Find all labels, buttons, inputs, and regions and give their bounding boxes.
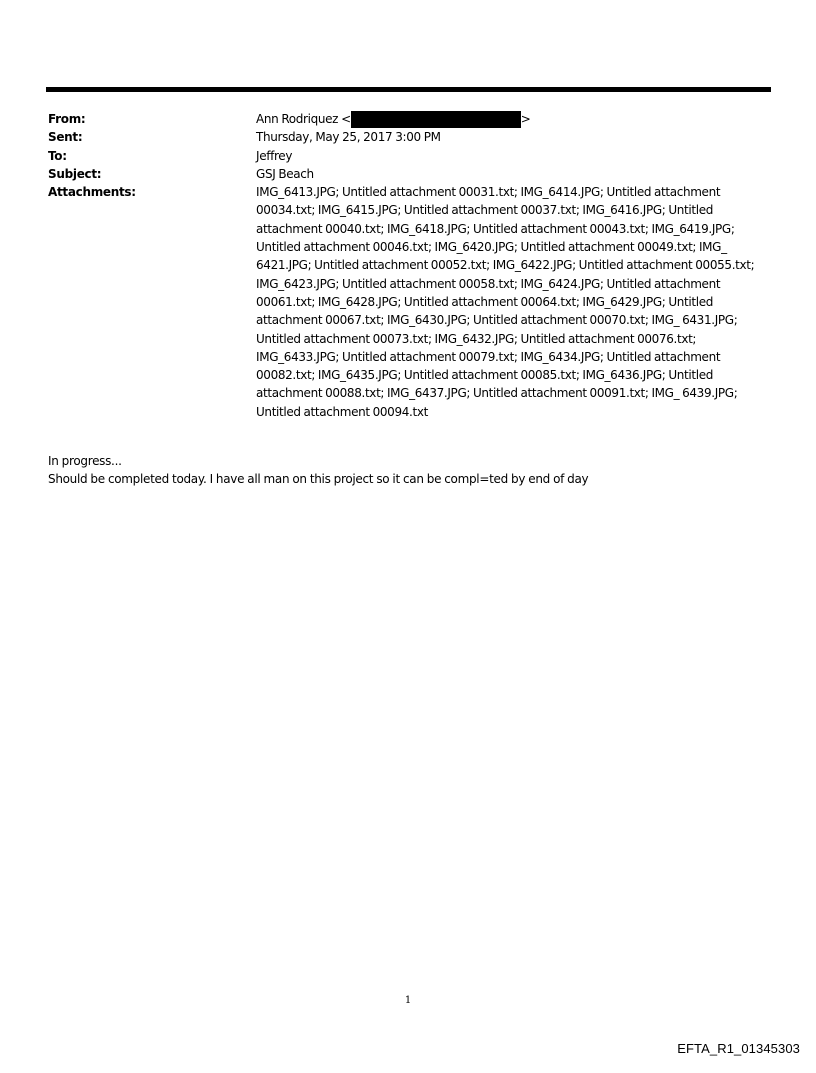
- subject-row: [48, 165, 773, 183]
- to-value: Jeffrey: [256, 148, 293, 163]
- sent-label: Sent:: [48, 130, 83, 145]
- sender-name: Ann Rodriquez <: [256, 112, 351, 126]
- redaction-block: [351, 111, 521, 128]
- attachments-row: [48, 183, 773, 421]
- from-label: From:: [48, 112, 86, 126]
- from-row: [48, 110, 773, 128]
- subject-value: GSJ Beach: [256, 166, 314, 181]
- page-number: 1: [404, 995, 412, 1006]
- to-row: [48, 147, 773, 165]
- document-id: EFTA_R1_01345303: [677, 1041, 800, 1056]
- attachments-label: Attachments:: [48, 185, 136, 200]
- subject-label: Subject:: [48, 166, 102, 181]
- from-value: [256, 110, 773, 128]
- to-label: To:: [48, 148, 67, 163]
- attachments-list: IMG_6413.JPG; Untitled attachment 00031.txt; IMG_6414.JPG; Untitled attachment 00034.txt; IMG_6415.JPG; Untitled attachment 00037.txt; IMG_6416.JPG; Untitled attachment 00040.txt; IMG_6418.JPG; Untitled attachment 00043.txt; IMG_6419.JPG; Untitled attachment 00046.txt; IMG_6420.JPG; Untitled attachment 00049.txt; IMG_ 6421.JPG; Untitled attachment 00052.txt; IMG_6422.JPG; Untitled attachment 00055.txt; IMG_6423.JPG; Untitled attachment 00058.txt; IMG_6424.JPG; Untitled attachment 00061.txt; IMG_6428.JPG; Untitled attachment 00064.txt; IMG_6429.JPG; Untitled attachment 00067.txt; IMG_6430.JPG; Untitled attachment 00070.txt; IMG_ 6431.JPG; Untitled attachment 00073.txt; IMG_6432.JPG; Untitled attachment 00076.txt; IMG_6433.JPG; Untitled attachment 00079.txt; IMG_6434.JPG; Untitled attachment 00082.txt; IMG_6435.JPG; Untitled attachment 00085.txt; IMG_6436.JPG; Untitled attachment 00088.txt; IMG_6437.JPG; Untitled attachment 00091.txt; IMG_ 6439.JPG; Untitled attachment 00094.txt: [256, 185, 755, 419]
- sent-row: [48, 128, 773, 146]
- email-body: [48, 452, 788, 489]
- header-divider: [46, 87, 771, 92]
- email-header: [48, 110, 773, 421]
- body-line-message: Should be completed today. I have all man on this project so it can be compl=ted by end of day: [48, 472, 589, 487]
- sent-value: Thursday, May 25, 2017 3:00 PM: [256, 130, 441, 145]
- body-line-status: In progress...: [48, 454, 122, 468]
- sender-address-end: >: [520, 112, 531, 126]
